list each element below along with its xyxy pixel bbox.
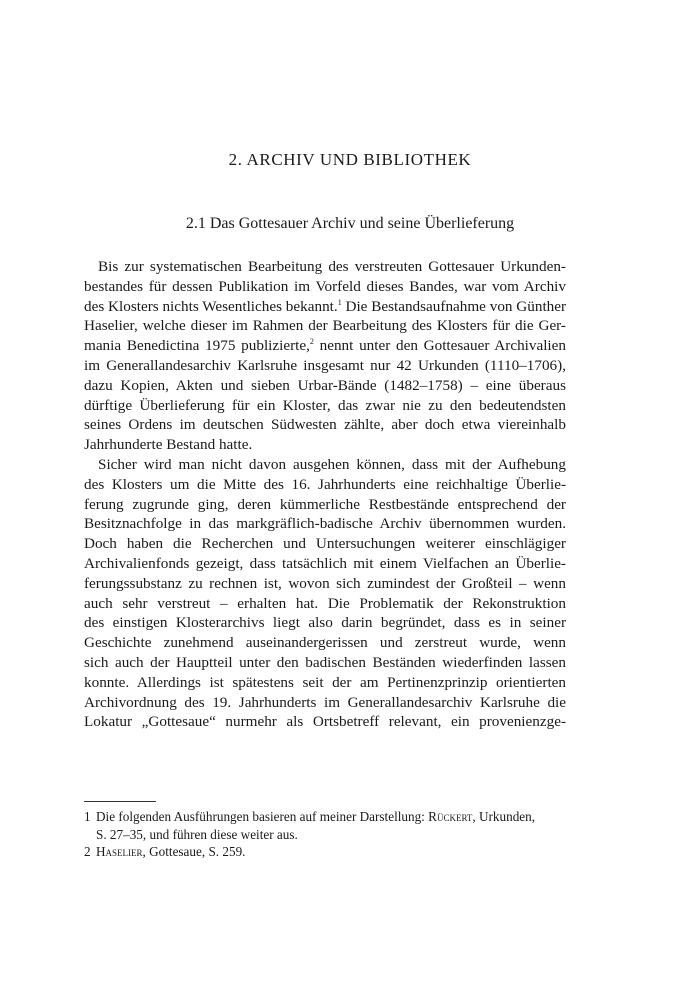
text-line: Geschichte zunehmend auseinandergerissen und zerstreut wurde, wenn — [84, 634, 566, 652]
footnote-line — [84, 808, 566, 826]
section-title: 2.1 Das Gottesauer Archiv und seine Überlieferung — [185, 215, 515, 232]
footnote-text: , Urkunden, — [472, 809, 536, 824]
text-line: Jahrhunderte Bestand hatte. — [84, 436, 253, 454]
text-line: Sicher wird man nicht davon ausgehen können, dass mit der Aufhebung — [98, 455, 566, 473]
text-line: konnte. Allerdings ist spätestens seit der am Pertinenzprinzip orientierten — [84, 673, 566, 691]
text-line: bestandes für dessen Publikation im Vorfeld dieses Bandes, war vom Archiv — [84, 277, 566, 295]
footnote-divider — [84, 801, 156, 802]
footnote-author: Rückert — [428, 809, 473, 824]
footnote-text: Die folgenden Ausführungen basieren auf meiner Darstellung: — [96, 809, 429, 824]
text-line: im Generallandesarchiv Karlsruhe insgesamt nur 42 Urkunden (1110–1706), — [84, 356, 566, 374]
chapter-title: 2. ARCHIV UND BIBLIOTHEK — [228, 150, 472, 169]
footnote-line — [84, 843, 566, 861]
text-segment: nennt unter den Gottesauer Archivalien — [313, 337, 566, 355]
paragraph-2 — [84, 455, 566, 732]
text-line: Haselier, welche dieser im Rahmen der Bearbeitung des Klosters für die Ger- — [84, 317, 566, 335]
text-line: Besitznachfolge in das markgräflich-badische Archiv übernommen wurden. — [84, 515, 566, 533]
text-line: Bis zur systematischen Bearbeitung des verstreuten Gottesauer Urkunden- — [98, 258, 566, 275]
text-line: auch sehr verstreut – erhalten hat. Die Problematik der Rekonstruktion — [84, 594, 566, 612]
footnote-1 — [84, 808, 566, 843]
text-line: ferung zugrunde ging, deren kümmerliche Restbestände entsprechend der — [84, 495, 566, 513]
text-line: sich auch der Hauptteil unter den badischen Beständen wiederfinden lassen — [84, 653, 566, 671]
footnote-line: S. 27–35, und führen diese weiter aus. — [96, 826, 298, 842]
text-line: Lokatur „Gottesaue“ nurmehr als Ortsbetreff relevant, ein provenienzge- — [84, 713, 566, 731]
text-line: dürftige Überlieferung für ein Kloster, das zwar nie zu den bedeutendsten — [84, 396, 566, 414]
footnote-2 — [84, 843, 566, 861]
text-line — [84, 297, 566, 317]
footnote-number: 1 — [84, 809, 91, 824]
footnote-ref-2[interactable]: 2 — [309, 337, 314, 347]
text-segment: des Klosters nichts Wesentliches bekannt. — [84, 297, 338, 315]
text-line — [84, 336, 566, 356]
text-line: Archivalienfonds gezeigt, dass tatsächlich mit einem Vielfachen an Überlie- — [84, 554, 566, 572]
text-line: seines Ordens im deutschen Südwesten zählte, aber doch etwa viereinhalb — [84, 416, 566, 434]
body-text — [84, 257, 566, 732]
text-line: des Klosters um die Mitte des 16. Jahrhunderts eine reichhaltige Überlie- — [84, 475, 566, 493]
paragraph-1 — [84, 257, 566, 455]
text-segment: mania Benedictina 1975 publizierte, — [84, 337, 310, 355]
text-line: des einstigen Klosterarchivs liegt also darin begründet, dass es in seiner — [84, 614, 566, 632]
text-line: Doch haben die Recherchen und Untersuchungen weiterer einschlägiger — [84, 535, 566, 553]
footnotes — [84, 808, 566, 861]
text-segment: Die Bestandsaufnahme von Günther — [341, 297, 567, 315]
text-line: Archivordnung des 19. Jahrhunderts im Generallandesarchiv Karlsruhe die — [84, 693, 566, 711]
footnote-number: 2 — [84, 844, 91, 859]
text-line: ferungssubstanz zu rechnen ist, wovon sich zumindest der Großteil – wenn — [84, 574, 566, 592]
footnote-text: , Gottesaue, S. 259. — [142, 844, 246, 859]
text-line: dazu Kopien, Akten und sieben Urbar-Bände (1482–1758) – eine überaus — [84, 376, 566, 394]
footnote-author: Haselier — [96, 844, 143, 859]
footnote-ref-1[interactable]: 1 — [337, 297, 342, 307]
